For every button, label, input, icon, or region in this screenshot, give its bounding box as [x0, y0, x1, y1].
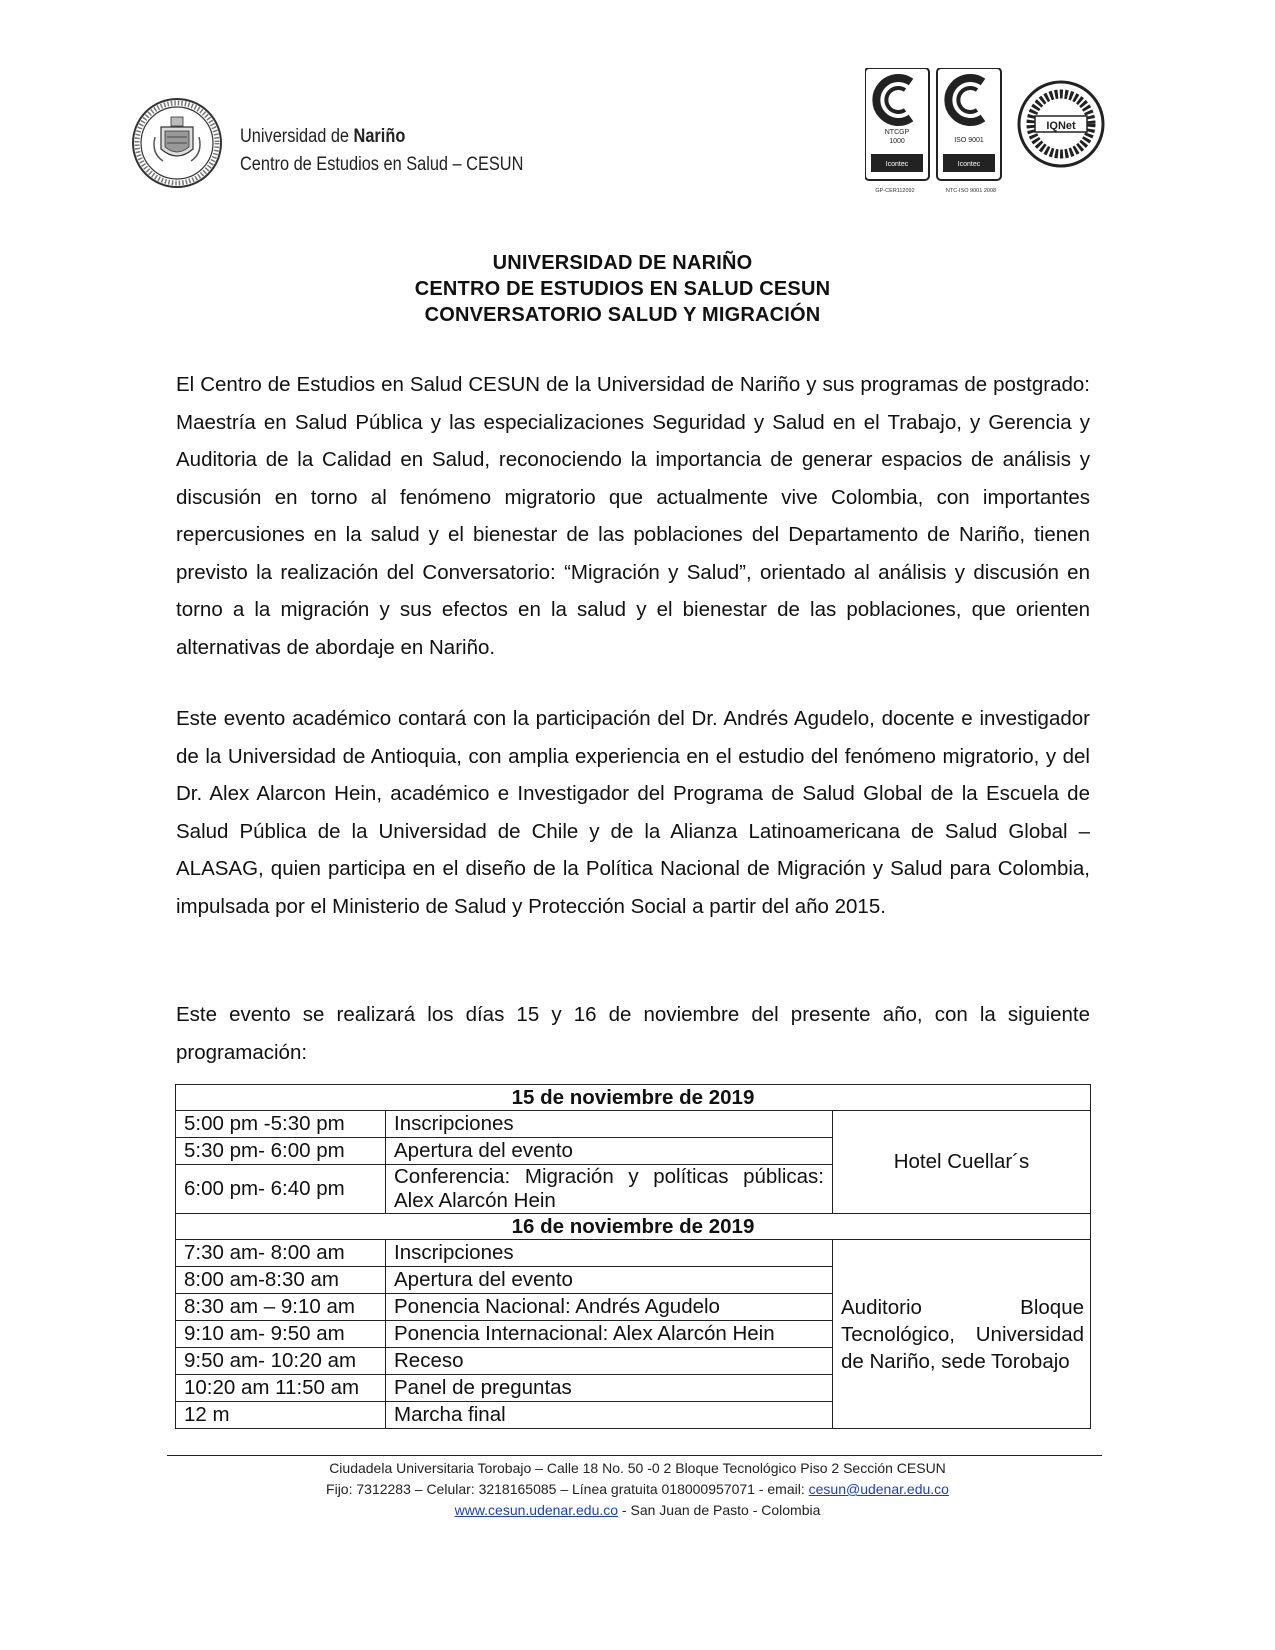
header-institution	[240, 123, 523, 179]
activity-cell: Inscripciones	[386, 1111, 833, 1138]
footer	[0, 1458, 1275, 1521]
table-row	[176, 1111, 1091, 1138]
svg-text:1000: 1000	[889, 138, 905, 145]
schedule-table	[175, 1084, 1091, 1429]
svg-text:IQNet: IQNet	[1046, 120, 1076, 132]
day2-place: Auditorio Bloque Tecnológico, Universidad de Nariño, sede Torobajo	[833, 1240, 1091, 1429]
activity-cell	[386, 1165, 833, 1214]
time-cell: 7:30 am- 8:00 am	[176, 1240, 386, 1267]
university-name: Nariño	[353, 126, 406, 147]
svg-text:Icontec: Icontec	[885, 161, 909, 168]
paragraph-dates: Este evento se realizará los días 15 y 16 de noviembre del presente año, con la siguiente programación:	[176, 1003, 1090, 1064]
svg-text:Icontec: Icontec	[957, 161, 981, 168]
paragraph-intro: El Centro de Estudios en Salud CESUN de la Universidad de Nariño y sus programas de postgrado: Maestría en Salud Pública y las especializaciones Seguridad y Salud en el Trabajo, y Gerencia y Auditoria de la Calidad en Salud, reconociendo la importancia de generar espacios de análisis y discusión en torno al fenómeno migratorio que actualmente vive Colombia, con importantes repercusiones en la salud y el bienestar de las poblaciones del Departamento de Nariño, tienen previsto la realización del Conversatorio: “Migración y Salud”, orientado al análisis y discusión en torno a la migración y sus efectos en la salud y el bienestar de las poblaciones, que orienten alternativas de abordaje en Nariño.	[176, 373, 1090, 659]
activity-cell: Ponencia Nacional: Andrés Agudelo	[386, 1294, 833, 1321]
time-cell: 5:00 pm -5:30 pm	[176, 1111, 386, 1138]
activity-cell: Ponencia Internacional: Alex Alarcón Hein	[386, 1321, 833, 1348]
footer-contact	[0, 1479, 1275, 1500]
activity-line-2: Alex Alarcón Hein	[394, 1189, 556, 1212]
time-cell: 10:20 am 11:50 am	[176, 1375, 386, 1402]
svg-text:NTC-ISO 9001 2008: NTC-ISO 9001 2008	[945, 188, 997, 194]
certification-logos	[865, 68, 1105, 202]
time-cell: 6:00 pm- 6:40 pm	[176, 1165, 386, 1214]
title-line-1: UNIVERSIDAD DE NARIÑO	[492, 252, 753, 274]
footer-address: Ciudadela Universitaria Torobajo – Calle 18 No. 50 -0 2 Bloque Tecnológico Piso 2 Sección CESUN	[329, 1460, 946, 1476]
svg-text:GP-CER112092: GP-CER112092	[875, 188, 915, 194]
email-link[interactable]: cesun@udenar.edu.co	[808, 1481, 949, 1497]
activity-cell: Apertura del evento	[386, 1267, 833, 1294]
university-prefix: Universidad de	[240, 126, 354, 147]
activity-cell: Panel de preguntas	[386, 1375, 833, 1402]
svg-text:NTCGP: NTCGP	[884, 129, 910, 136]
table-row	[176, 1240, 1091, 1267]
footer-divider	[167, 1455, 1102, 1456]
activity-cell: Receso	[386, 1348, 833, 1375]
footer-phones: Fijo: 7312283 – Celular: 3218165085 – Línea gratuita 018000957071 - email:	[326, 1481, 809, 1497]
paragraph-speakers: Este evento académico contará con la participación del Dr. Andrés Agudelo, docente e investigador de la Universidad de Antioquia, con amplia experiencia en el estudio del fenómeno migratorio, y del Dr. Alex Alarcon Hein, académico e Investigador del Programa de Salud Global de la Escuela de Salud Pública de la Universidad de Chile y de la Alianza Latinoamericana de Salud Global – ALASAG, quien participa en el diseño de la Política Nacional de Migración y Salud para Colombia, impulsada por el Ministerio de Salud y Protección Social a partir del año 2015.	[176, 707, 1090, 918]
day1-date: 15 de noviembre de 2019	[176, 1085, 1091, 1111]
day2-date: 16 de noviembre de 2019	[176, 1214, 1091, 1240]
activity-cell: Inscripciones	[386, 1240, 833, 1267]
time-cell: 9:50 am- 10:20 am	[176, 1348, 386, 1375]
center-name: Centro de Estudios en Salud – CESUN	[240, 154, 524, 175]
activity-cell: Marcha final	[386, 1402, 833, 1429]
document-titles	[0, 250, 1275, 328]
title-line-2: CENTRO DE ESTUDIOS EN SALUD CESUN	[414, 278, 831, 300]
time-cell: 8:30 am – 9:10 am	[176, 1294, 386, 1321]
time-cell: 9:10 am- 9:50 am	[176, 1321, 386, 1348]
title-line-3: CONVERSATORIO SALUD Y MIGRACIÓN	[424, 304, 821, 326]
website-link[interactable]: www.cesun.udenar.edu.co	[454, 1502, 619, 1518]
university-seal-logo	[131, 97, 223, 189]
svg-text:ISO 9001: ISO 9001	[954, 137, 984, 144]
activity-line-1: Conferencia: Migración y políticas públicas:	[394, 1165, 824, 1188]
time-cell: 5:30 pm- 6:00 pm	[176, 1138, 386, 1165]
day1-place: Hotel Cuellar´s	[833, 1111, 1091, 1214]
footer-web	[0, 1500, 1275, 1521]
time-cell: 8:00 am-8:30 am	[176, 1267, 386, 1294]
footer-city: - San Juan de Pasto - Colombia	[618, 1502, 821, 1518]
activity-cell: Apertura del evento	[386, 1138, 833, 1165]
time-cell: 12 m	[176, 1402, 386, 1429]
